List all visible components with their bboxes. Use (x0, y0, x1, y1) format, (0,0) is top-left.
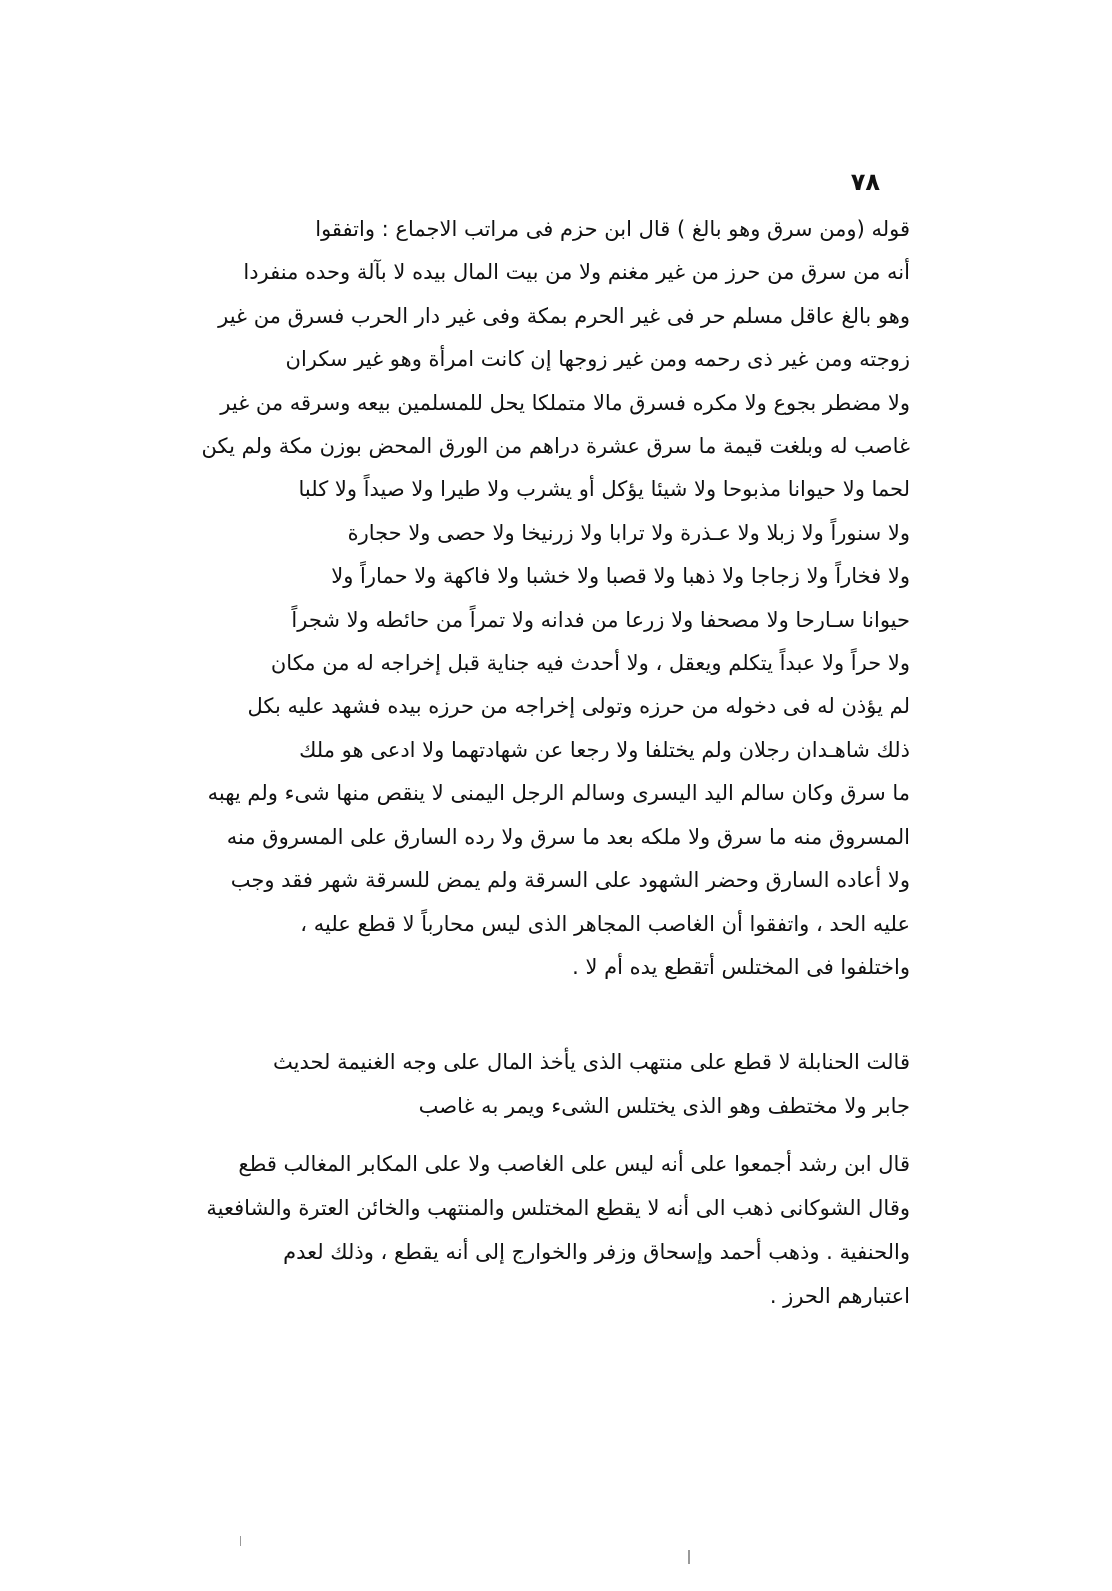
text-line: لم يؤذن له فى دخوله من حرزه وتولى إخراجه من حرزه بيده فشهد عليه بكل (247, 694, 910, 719)
text-line: عليه الحد ، واتفقوا أن الغاصب المجاهر الذى ليس محارباً لا قطع عليه ، (300, 911, 910, 936)
text-line: واختلفوا فى المختلس أتقطع يده أم لا . (572, 954, 910, 979)
page-number: ٧٨ (850, 168, 880, 196)
text-line: قوله (ومن سرق وهو بالغ ) قال ابن حزم فى مراتب الاجماع : واتفقوا (315, 217, 910, 241)
text-line: اعتبارهم الحرز . (769, 1284, 910, 1308)
text-line: والحنفية . وذهب أحمد وإسحاق وزفر والخوارج إلى أنه يقطع ، وذلك لعدم (283, 1240, 910, 1264)
text-line: لحما ولا حيوانا مذبوحا ولا شيئا يؤكل أو يشرب ولا طيرا ولا صيداً ولا كلبا (298, 477, 910, 502)
text-line: المسروق منه ما سرق ولا ملكه بعد ما سرق ولا رده السارق على المسروق منه (226, 824, 910, 849)
text-line: ما سرق وكان سالم اليد اليسرى وسالم الرجل اليمنى لا ينقص منها شىء ولم يهبه (207, 781, 910, 806)
text-line: زوجته ومن غير ذى رحمه ومن غير زوجها إن كانت امرأة وهو غير سكران (285, 347, 910, 372)
text-line: ولا حراً ولا عبداً يتكلم ويعقل ، ولا أحدث فيه جناية قبل إخراجه له من مكان (270, 651, 910, 676)
text-line: ولا مضطر بجوع ولا مكره فسرق مالا متملكا يحل للمسلمين بيعه وسرقه من غير (220, 390, 910, 415)
text-line: وهو بالغ عاقل مسلم حر فى غير الحرم بمكة وفى غير دار الحرب فسرق من غير (218, 303, 910, 328)
text-line: وقال الشوكانى ذهب الى أنه لا يقطع المختلس والمنتهب والخائن العترة والشافعية (206, 1196, 910, 1220)
scan-mark (688, 1550, 690, 1564)
text-line: ولا أعاده السارق وحضر الشهود على السرقة ولم يمض للسرقة شهر فقد وجب (230, 868, 910, 893)
text-line: حيوانا سـارحا ولا مصحفا ولا زرعا من فدانه ولا تمراً من حائطه ولا شجراً (291, 607, 910, 632)
text-line: جابر ولا مختطف وهو الذى يختلس الشىء ويمر به غاصب (418, 1094, 910, 1118)
paragraph-ibn-rushd-shawkani (186, 1142, 910, 1318)
text-line: أنه من سرق من حرز من غير مغنم ولا من بيت المال بيده لا بآلة وحده منفردا (243, 260, 910, 285)
text-line: ولا سنوراً ولا زبلا ولا عـذرة ولا ترابا ولا زرنيخا ولا حصى ولا حجارة (347, 520, 910, 545)
paragraph-ibn-hazm-consensus (186, 208, 910, 989)
scan-mark (240, 1536, 241, 1546)
text-line: غاصب له وبلغت قيمة ما سرق عشرة دراهم من الورق المحض بوزن مكة ولم يكن (201, 434, 910, 459)
text-line: قالت الحنابلة لا قطع على منتهب الذى يأخذ المال على وجه الغنيمة لحديث (273, 1050, 910, 1074)
text-line: قال ابن رشد أجمعوا على أنه ليس على الغاصب ولا على المكابر المغالب قطع (238, 1152, 910, 1176)
text-line: ولا فخاراً ولا زجاجا ولا ذهبا ولا قصبا ولا خشبا ولا فاكهة ولا حماراً ولا (331, 564, 910, 589)
paragraph-hanbali-view (186, 1040, 910, 1128)
text-line: ذلك شاهـدان رجلان ولم يختلفا ولا رجعا عن شهادتهما ولا ادعى هو ملك (299, 737, 910, 762)
